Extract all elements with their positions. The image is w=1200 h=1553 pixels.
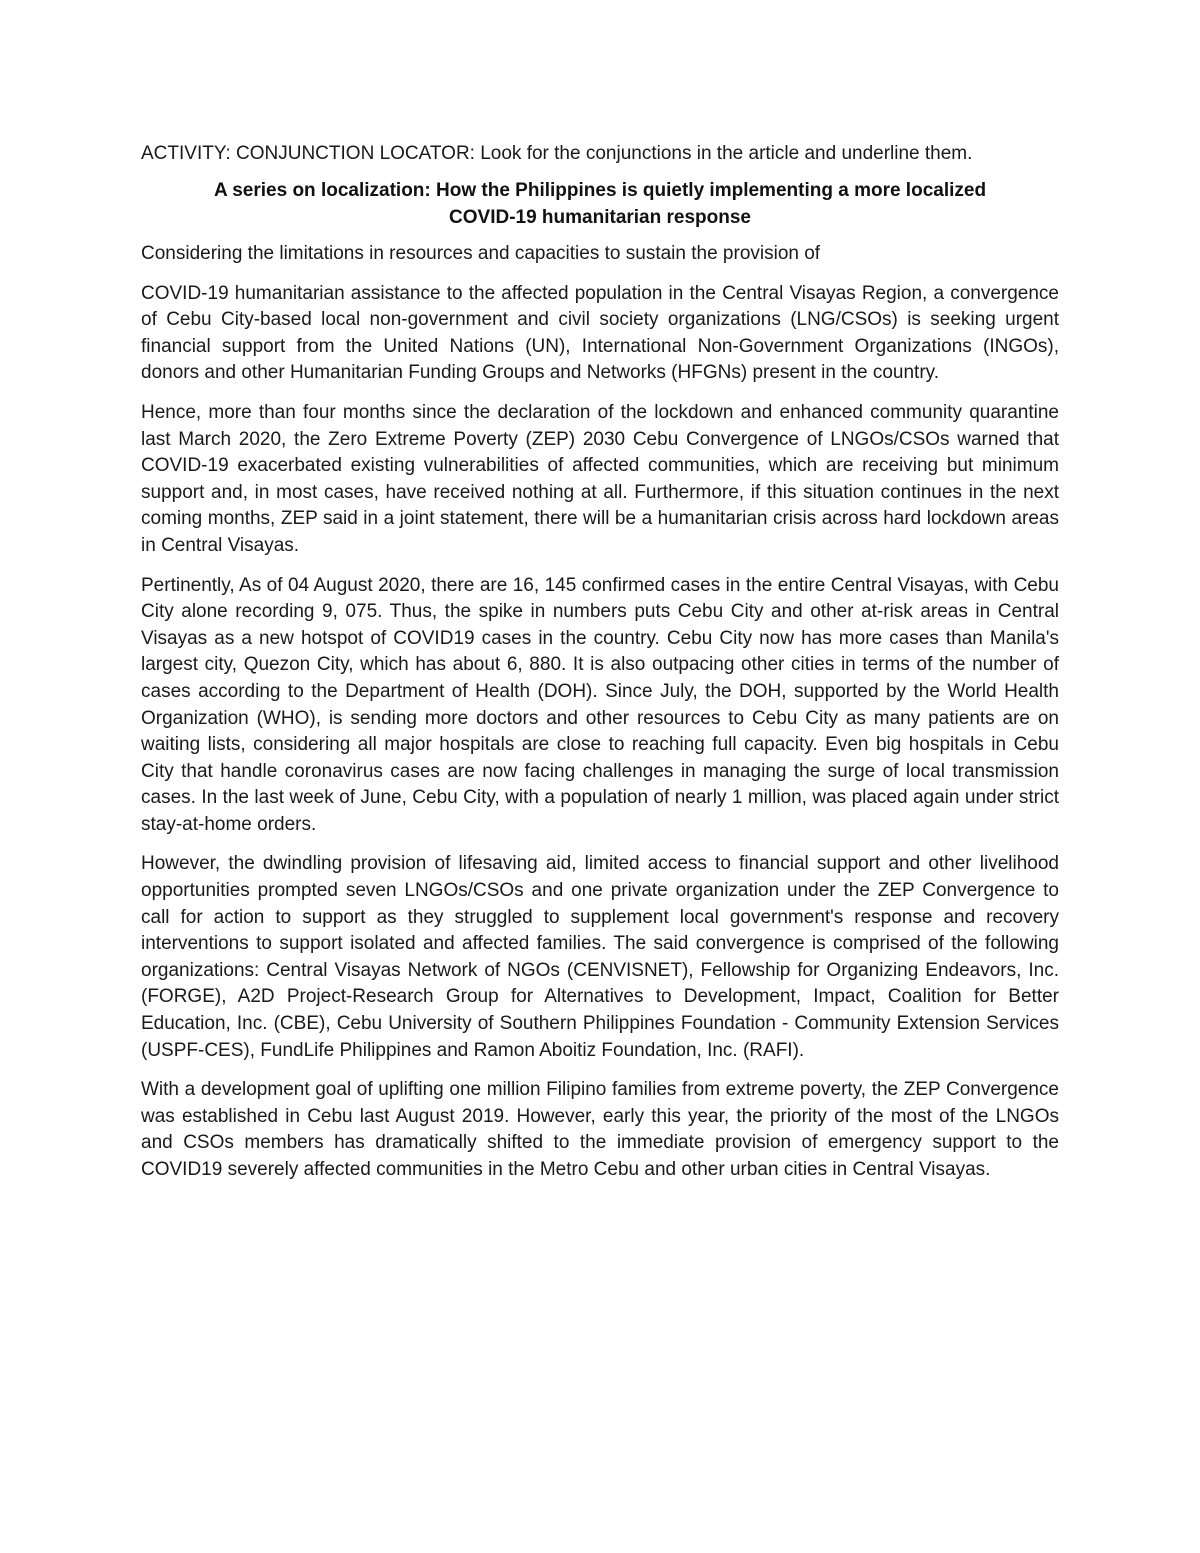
article-title-line-2: COVID-19 humanitarian response (449, 207, 751, 228)
paragraph-3: Pertinently, As of 04 August 2020, there are 16, 145 confirmed cases in the entire Central Visayas, with Cebu City alone recording 9, 075. Thus, the spike in numbers puts Cebu City and other at-risk areas in Central Visayas as a new hotspot of COVID19 cases in the country. Cebu City now has more cases than Manila's largest city, Quezon City, which has about 6, 880. It is also outpacing other cities in terms of the number of cases according to the Department of Health (DOH). Since July, the DOH, supported by the World Health Organization (WHO), is sending more doctors and other resources to Cebu City as many patients are on waiting lists, considering all major hospitals are close to reaching full capacity. Even big hospitals in Cebu City that handle coronavirus cases are now facing challenges in managing the surge of local transmission cases. In the last week of June, Cebu City, with a population of nearly 1 million, was placed again under strict stay-at-home orders. (141, 574, 1059, 835)
paragraph-5: With a development goal of uplifting one million Filipino families from extreme poverty, the ZEP Convergence was established in Cebu last August 2019. However, early this year, the priority of the most of the LNGOs and CSOs members has dramatically shifted to the immediate provision of emergency support to the COVID19 severely affected communities in the Metro Cebu and other urban cities in Central Visayas. (141, 1079, 1059, 1180)
paragraph-intro: Considering the limitations in resources and capacities to sustain the provision of (141, 243, 821, 264)
paragraph-1: COVID-19 humanitarian assistance to the affected population in the Central Visayas Region, a convergence of Cebu City-based local non-government and civil society organizations (LNG/CSOs) is seeking urgent financial support from the United Nations (UN), International Non-Government Organizations (INGOs), donors and other Humanitarian Funding Groups and Networks (HFGNs) present in the country. (141, 282, 1059, 384)
activity-instructions: ACTIVITY: CONJUNCTION LOCATOR: Look for the conjunctions in the article and underline them. (141, 143, 973, 164)
article-title (141, 177, 1059, 231)
article-title-line-1: A series on localization: How the Philippines is quietly implementing a more localized (213, 180, 987, 201)
paragraph-2: Hence, more than four months since the declaration of the lockdown and enhanced community quarantine last March 2020, the Zero Extreme Poverty (ZEP) 2030 Cebu Convergence of LNGOs/CSOs warned that COVID-19 exacerbated existing vulnerabilities of affected communities, which are receiving but minimum support and, in most cases, have received nothing at all. Furthermore, if this situation continues in the next coming months, ZEP said in a joint statement, there will be a humanitarian crisis across hard lockdown areas in Central Visayas. (141, 401, 1059, 556)
paragraph-4: However, the dwindling provision of lifesaving aid, limited access to financial support and other livelihood opportunities prompted seven LNGOs/CSOs and one private organization under the ZEP Convergence to call for action to support as they struggled to supplement local government's response and recovery interventions to support isolated and affected families. The said convergence is comprised of the following organizations: Central Visayas Network of NGOs (CENVISNET), Fellowship for Organizing Endeavors, Inc. (FORGE), A2D Project-Research Group for Alternatives to Development, Impact, Coalition for Better Education, Inc. (CBE), Cebu University of Southern Philippines Foundation - Community Extension Services (USPF-CES), FundLife Philippines and Ramon Aboitiz Foundation, Inc. (RAFI). (141, 853, 1059, 1061)
